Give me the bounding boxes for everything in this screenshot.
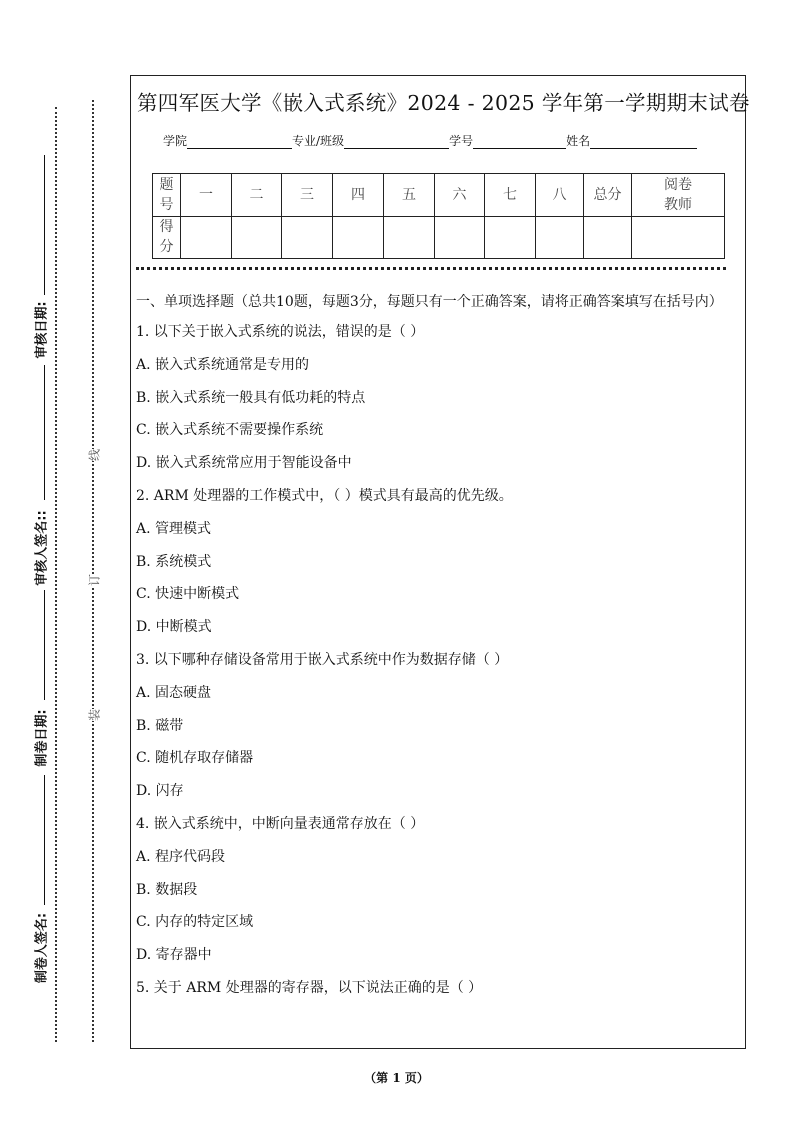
- score-cell[interactable]: [536, 216, 584, 259]
- signature-line: [44, 365, 45, 500]
- score-cell[interactable]: [632, 216, 725, 259]
- option: C. 内存的特定区域: [136, 914, 254, 931]
- reviewer-signature-label: 审核人签名::: [34, 510, 50, 586]
- option: D. 寄存器中: [136, 947, 212, 964]
- column-header: 八: [536, 174, 584, 217]
- page-number: （第 1 页）: [364, 1071, 429, 1085]
- question: 4. 嵌入式系统中，中断向量表通常存放在（ ）: [136, 815, 425, 832]
- option: C. 嵌入式系统不需要操作系统: [136, 422, 324, 439]
- signature-line: [44, 775, 45, 905]
- score-table: [152, 173, 725, 259]
- column-header: 六: [435, 174, 485, 217]
- question: 5. 关于 ARM 处理器的寄存器，以下说法正确的是（ ）: [136, 979, 483, 996]
- option: A. 嵌入式系统通常是专用的: [136, 356, 310, 373]
- score-cell[interactable]: [435, 216, 485, 259]
- question: 1. 以下关于嵌入式系统的说法，错误的是（ ）: [136, 324, 425, 340]
- preparer-signature-label: 制卷人签名:: [34, 912, 50, 984]
- column-header: 四: [333, 174, 384, 217]
- option: D. 嵌入式系统常应用于智能设备中: [136, 455, 352, 472]
- dotted-divider: [136, 267, 726, 270]
- binding-mark-staple: 订: [87, 573, 102, 587]
- column-header: 阅卷教师: [632, 174, 725, 217]
- option: D. 闪存: [136, 783, 184, 800]
- college-label: 学院: [163, 134, 188, 148]
- major-field[interactable]: [344, 135, 449, 149]
- table-row: [153, 174, 725, 217]
- column-header: 二: [232, 174, 282, 217]
- review-date-label: 审核日期:: [34, 301, 50, 359]
- prepare-date-label: 制卷日期:: [34, 709, 50, 767]
- score-cell[interactable]: [181, 216, 232, 259]
- exam-title: 第四军医大学《嵌入式系统》2024 - 2025 学年第一学期期末试卷: [137, 91, 750, 115]
- column-header: 一: [181, 174, 232, 217]
- question: 3. 以下哪种存储设备常用于嵌入式系统中作为数据存储（ ）: [136, 651, 509, 668]
- name-field[interactable]: [590, 135, 697, 149]
- score-cell[interactable]: [282, 216, 333, 259]
- option: A. 固态硬盘: [136, 684, 212, 701]
- option: A. 管理模式: [136, 520, 212, 537]
- option: A. 程序代码段: [136, 848, 226, 865]
- dotted-line: [55, 107, 57, 1042]
- score-cell[interactable]: [584, 216, 632, 259]
- question: 2. ARM 处理器的工作模式中，（ ）模式具有最高的优先级。: [136, 487, 513, 504]
- dotted-line: [92, 100, 94, 1042]
- score-cell[interactable]: [333, 216, 384, 259]
- option: C. 随机存取存储器: [136, 750, 254, 767]
- row-header: 得分: [153, 216, 181, 259]
- score-cell[interactable]: [384, 216, 435, 259]
- table-row: [153, 216, 725, 259]
- column-header: 五: [384, 174, 435, 217]
- section-heading: 一、单项选择题（总共10题，每题3分，每题只有一个正确答案，请将正确答案填写在括号内）: [136, 294, 723, 310]
- college-field[interactable]: [187, 135, 292, 149]
- option: C. 快速中断模式: [136, 586, 240, 603]
- option: B. 系统模式: [136, 553, 212, 570]
- score-cell[interactable]: [232, 216, 282, 259]
- score-cell[interactable]: [485, 216, 536, 259]
- option: B. 嵌入式系统一般具有低功耗的特点: [136, 389, 366, 406]
- column-header: 三: [282, 174, 333, 217]
- option: D. 中断模式: [136, 619, 212, 636]
- column-header: 七: [485, 174, 536, 217]
- student-id-field[interactable]: [473, 135, 566, 149]
- signature-line: [44, 590, 45, 700]
- binding-mark-bind: 装: [87, 708, 102, 722]
- student-info: [163, 132, 697, 149]
- signature-line: [44, 155, 45, 295]
- name-label: 姓名: [566, 134, 591, 148]
- binding-mark-line: 线: [87, 448, 102, 462]
- student-id-label: 学号: [449, 134, 474, 148]
- option: B. 数据段: [136, 881, 198, 898]
- row-header: 题号: [153, 174, 181, 217]
- option: B. 磁带: [136, 717, 184, 734]
- questions: [136, 292, 736, 1005]
- column-header: 总分: [584, 174, 632, 217]
- major-label: 专业/班级: [292, 134, 345, 148]
